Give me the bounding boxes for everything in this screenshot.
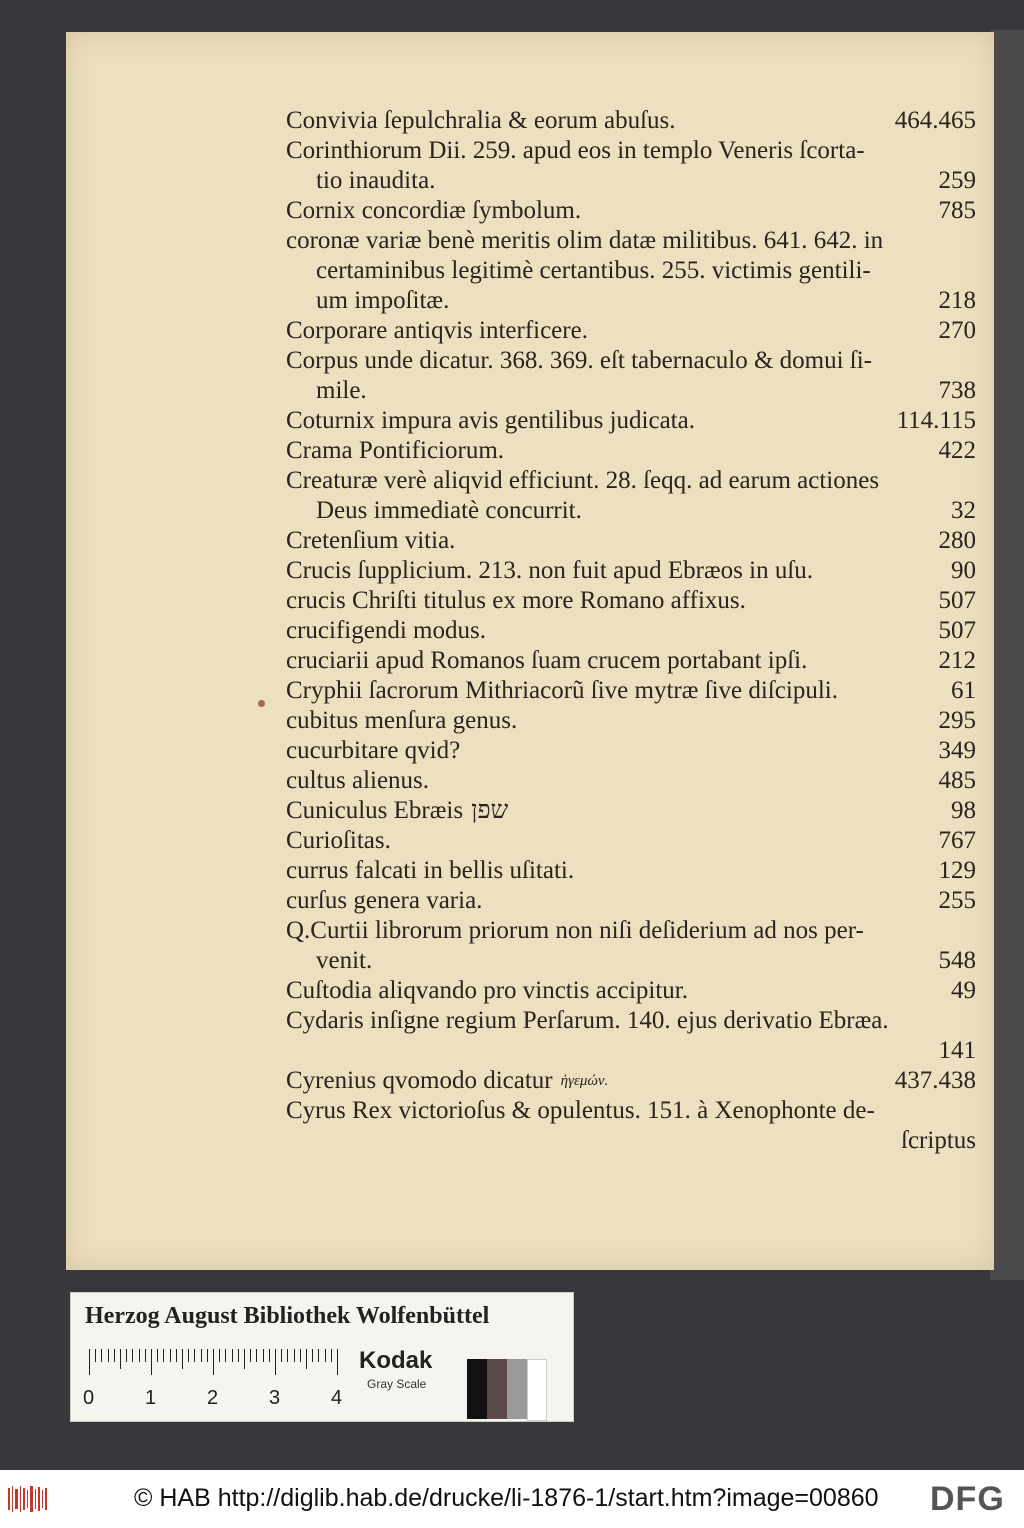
entry-text: Cornix concordiæ ſymbolum. bbox=[286, 197, 582, 224]
ruler-tick bbox=[188, 1349, 189, 1362]
index-entry bbox=[286, 826, 976, 856]
entry-text: um impoſitæ. bbox=[316, 287, 450, 314]
index-entry bbox=[286, 796, 976, 826]
ruler-tick bbox=[331, 1349, 332, 1362]
page-number: 785 bbox=[938, 197, 976, 224]
swatch-mid bbox=[507, 1359, 527, 1419]
page-number: 49 bbox=[951, 977, 976, 1004]
index-entry bbox=[286, 706, 976, 736]
swatch-dark bbox=[487, 1359, 507, 1419]
ruler-tick bbox=[269, 1349, 270, 1362]
index-entry bbox=[286, 346, 976, 406]
entry-line bbox=[286, 676, 976, 706]
page-number: 548 bbox=[938, 947, 976, 974]
ruler-tick bbox=[294, 1349, 295, 1362]
entry-line bbox=[286, 436, 976, 466]
entry-text: crucifigendi modus. bbox=[286, 617, 486, 644]
ruler-tick bbox=[182, 1349, 183, 1369]
page-number: ſcriptus bbox=[901, 1127, 976, 1154]
index-entry bbox=[286, 406, 976, 436]
dfg-logo: DFG bbox=[930, 1480, 1005, 1518]
entry-line bbox=[286, 946, 976, 976]
page-number: 90 bbox=[951, 557, 976, 584]
entry-text: Cydaris inſigne regium Perſarum. 140. ejus derivatio Ebræa. bbox=[286, 1007, 889, 1034]
page-number: 129 bbox=[938, 857, 976, 884]
page-number: 98 bbox=[951, 797, 976, 824]
page-number: 485 bbox=[938, 767, 976, 794]
index-entry bbox=[286, 526, 976, 556]
page-number: 259 bbox=[938, 167, 976, 194]
entry-text: Coturnix impura avis gentilibus judicata. bbox=[286, 407, 695, 434]
entry-line bbox=[286, 376, 976, 406]
entry-line bbox=[286, 136, 976, 166]
entry-text: tio inaudita. bbox=[316, 167, 436, 194]
entry-line bbox=[286, 556, 976, 586]
index-entry bbox=[286, 136, 976, 196]
entry-text: Curioſitas. bbox=[286, 827, 391, 854]
page-number: 738 bbox=[938, 377, 976, 404]
index-entry bbox=[286, 226, 976, 316]
page-number: 32 bbox=[951, 497, 976, 524]
copyright-url[interactable]: © HAB http://diglib.hab.de/drucke/li-1876-1/start.htm?image=00860 bbox=[134, 1484, 879, 1512]
index-entry bbox=[286, 616, 976, 646]
entry-text: currus falcati in bellis uſitati. bbox=[286, 857, 575, 884]
entry-text: Deus immediatè concurrit. bbox=[316, 497, 582, 524]
page-number: 507 bbox=[938, 617, 976, 644]
entry-text: Cuſtodia aliqvando pro vinctis accipitur. bbox=[286, 977, 689, 1004]
page-number: 61 bbox=[951, 677, 976, 704]
index-entry bbox=[286, 736, 976, 766]
ruler-tick bbox=[281, 1349, 282, 1362]
entry-text: Corpus unde dicatur. 368. 369. eſt tabernaculo & domui ſi- bbox=[286, 347, 872, 374]
entry-line bbox=[286, 526, 976, 556]
ruler-tick bbox=[287, 1349, 288, 1362]
page-number: 422 bbox=[938, 437, 976, 464]
entry-line bbox=[286, 766, 976, 796]
ruler-number: 1 bbox=[145, 1387, 157, 1409]
page-number: 218 bbox=[938, 287, 976, 314]
ruler-tick bbox=[126, 1349, 127, 1362]
entry-text: Corinthiorum Dii. 259. apud eos in templo Veneris ſcorta- bbox=[286, 137, 865, 164]
entry-text: cubitus menſura genus. bbox=[286, 707, 518, 734]
ruler-tick bbox=[244, 1349, 245, 1369]
index-entry bbox=[286, 916, 976, 976]
page-number: 280 bbox=[938, 527, 976, 554]
entry-text: Cyrus Rex victorioſus & opulentus. 151. à Xenophonte de- bbox=[286, 1097, 875, 1124]
kodak-logo: Kodak bbox=[359, 1347, 433, 1374]
facing-page-edge bbox=[990, 30, 1024, 1280]
greek-word: ἡγεμών. bbox=[560, 1073, 609, 1089]
ruler-tick bbox=[312, 1349, 313, 1362]
ruler-tick bbox=[151, 1349, 152, 1375]
entry-line bbox=[286, 286, 976, 316]
ruler-tick bbox=[108, 1349, 109, 1362]
ruler-tick bbox=[250, 1349, 251, 1362]
index-entry bbox=[286, 436, 976, 466]
entry-text: curſus genera varia. bbox=[286, 887, 483, 914]
ruler-tick bbox=[225, 1349, 226, 1362]
entry-text: Cryphii ſacrorum Mithriacorũ ſive mytræ ſive diſcipuli. bbox=[286, 677, 838, 704]
entry-text: Cuniculus Ebræis bbox=[286, 797, 464, 824]
ruler-tick bbox=[101, 1349, 102, 1362]
entry-line bbox=[286, 496, 976, 526]
index-entry bbox=[286, 586, 976, 616]
ruler-tick bbox=[176, 1349, 177, 1362]
ruler-tick bbox=[318, 1349, 319, 1362]
ruler-tick bbox=[95, 1349, 96, 1362]
page-number: 437.438 bbox=[894, 1067, 976, 1094]
entry-text bbox=[316, 1036, 929, 1066]
page-number: 212 bbox=[938, 647, 976, 674]
entry-text: cultus alienus. bbox=[286, 767, 430, 794]
index-entry bbox=[286, 1006, 976, 1066]
ruler-tick bbox=[120, 1349, 121, 1369]
entry-text: cruciarii apud Romanos ſuam crucem portabant ipſi. bbox=[286, 647, 808, 674]
ruler-tick bbox=[132, 1349, 133, 1362]
ruler-number: 4 bbox=[331, 1387, 343, 1409]
page-number: 767 bbox=[938, 827, 976, 854]
entry-line bbox=[286, 346, 976, 376]
entry-line bbox=[286, 916, 976, 946]
ruler-tick bbox=[145, 1349, 146, 1362]
ruler-tick bbox=[325, 1349, 326, 1362]
ruler-tick bbox=[194, 1349, 195, 1362]
entry-text: venit. bbox=[316, 947, 373, 974]
ruler-tick bbox=[163, 1349, 164, 1362]
index-entry bbox=[286, 976, 976, 1006]
entry-line bbox=[286, 1036, 976, 1066]
ruler-tick bbox=[114, 1349, 115, 1362]
entry-text: Crucis ſupplicium. 213. non fuit apud Ebræos in uſu. bbox=[286, 557, 814, 584]
entry-line bbox=[286, 646, 976, 676]
swatch-white bbox=[527, 1359, 547, 1421]
paper-stain bbox=[258, 700, 265, 707]
index-entry bbox=[286, 1096, 976, 1156]
entry-text: Convivia ſepulchralia & eorum abuſus. bbox=[286, 107, 676, 134]
index-entries bbox=[286, 106, 976, 1156]
entry-line bbox=[286, 856, 976, 886]
ruler-tick bbox=[89, 1349, 90, 1375]
ruler-tick bbox=[201, 1349, 202, 1362]
entry-line bbox=[286, 736, 976, 766]
entry-text: coronæ variæ benè meritis olim datæ militibus. 641. 642. in bbox=[286, 227, 884, 254]
entry-line bbox=[286, 706, 976, 736]
entry-text: Cyrenius qvomodo dicatur bbox=[286, 1067, 553, 1094]
ruler-tick bbox=[219, 1349, 220, 1362]
entry-text: Corporare antiqvis interficere. bbox=[286, 317, 588, 344]
entry-text: crucis Chriſti titulus ex more Romano affixus. bbox=[286, 587, 746, 614]
entry-line bbox=[286, 406, 976, 436]
gray-scale-caption: Gray Scale bbox=[367, 1377, 427, 1391]
entry-line bbox=[286, 166, 976, 196]
ruler-tick bbox=[207, 1349, 208, 1362]
entry-line bbox=[286, 1126, 976, 1156]
entry-line bbox=[286, 976, 976, 1006]
page-number: 255 bbox=[938, 887, 976, 914]
index-entry bbox=[286, 316, 976, 346]
page-number: 507 bbox=[938, 587, 976, 614]
index-entry bbox=[286, 466, 976, 526]
entry-text: mile. bbox=[316, 377, 367, 404]
entry-line bbox=[286, 106, 976, 136]
entry-text bbox=[316, 1126, 891, 1156]
ruler-tick bbox=[157, 1349, 158, 1362]
ruler-tick bbox=[300, 1349, 301, 1362]
index-entry bbox=[286, 676, 976, 706]
entry-line bbox=[286, 1096, 976, 1126]
entry-line bbox=[286, 796, 976, 826]
page-number: 464.465 bbox=[894, 107, 976, 134]
index-entry bbox=[286, 856, 976, 886]
entry-line bbox=[286, 256, 976, 286]
library-label-card bbox=[70, 1292, 574, 1422]
ruler-tick bbox=[275, 1349, 276, 1375]
index-entry bbox=[286, 646, 976, 676]
entry-line bbox=[286, 1006, 976, 1036]
entry-line bbox=[286, 316, 976, 346]
entry-line bbox=[286, 586, 976, 616]
index-entry bbox=[286, 886, 976, 916]
entry-text: Q.Curtii librorum priorum non niſi deſiderium ad nos per- bbox=[286, 917, 864, 944]
entry-line bbox=[286, 466, 976, 496]
ruler-tick bbox=[238, 1349, 239, 1362]
ruler-tick bbox=[263, 1349, 264, 1362]
ruler-tick bbox=[337, 1349, 338, 1375]
entry-text: Crama Pontificiorum. bbox=[286, 437, 505, 464]
entry-line bbox=[286, 616, 976, 646]
swatch-black bbox=[467, 1359, 487, 1419]
ruler-tick bbox=[232, 1349, 233, 1362]
measurement-ruler bbox=[89, 1349, 343, 1375]
index-entry bbox=[286, 766, 976, 796]
library-name: Herzog August Bibliothek Wolfenbüttel bbox=[85, 1303, 490, 1329]
page-number: 295 bbox=[938, 707, 976, 734]
entry-line bbox=[286, 226, 976, 256]
ruler-number: 0 bbox=[83, 1387, 95, 1409]
ruler-tick bbox=[139, 1349, 140, 1362]
entry-text: Creaturæ verè aliqvid efficiunt. 28. ſeqq. ad earum actiones bbox=[286, 467, 880, 494]
page-number: 114.115 bbox=[896, 407, 976, 434]
ruler-tick bbox=[170, 1349, 171, 1362]
ruler-tick bbox=[256, 1349, 257, 1362]
entry-line bbox=[286, 886, 976, 916]
hebrew-word: שפן bbox=[471, 797, 509, 824]
page-number: 270 bbox=[938, 317, 976, 344]
entry-line bbox=[286, 1066, 976, 1096]
page-number: 141 bbox=[938, 1037, 976, 1064]
gray-scale-swatches bbox=[467, 1359, 547, 1419]
ruler-number: 3 bbox=[269, 1387, 281, 1409]
footer-bar bbox=[0, 1470, 1024, 1528]
ruler-tick bbox=[306, 1349, 307, 1369]
index-entry bbox=[286, 1066, 976, 1096]
ruler-tick bbox=[213, 1349, 214, 1375]
entry-text: cucurbitare qvid? bbox=[286, 737, 461, 764]
index-entry bbox=[286, 106, 976, 136]
hab-barcode-icon bbox=[8, 1486, 48, 1512]
page-number: 349 bbox=[938, 737, 976, 764]
entry-text: certaminibus legitimè certantibus. 255. victimis gentili- bbox=[316, 257, 871, 284]
entry-line bbox=[286, 196, 976, 226]
ruler-number: 2 bbox=[207, 1387, 219, 1409]
index-entry bbox=[286, 196, 976, 226]
entry-text: Cretenſium vitia. bbox=[286, 527, 456, 554]
entry-line bbox=[286, 826, 976, 856]
index-entry bbox=[286, 556, 976, 586]
